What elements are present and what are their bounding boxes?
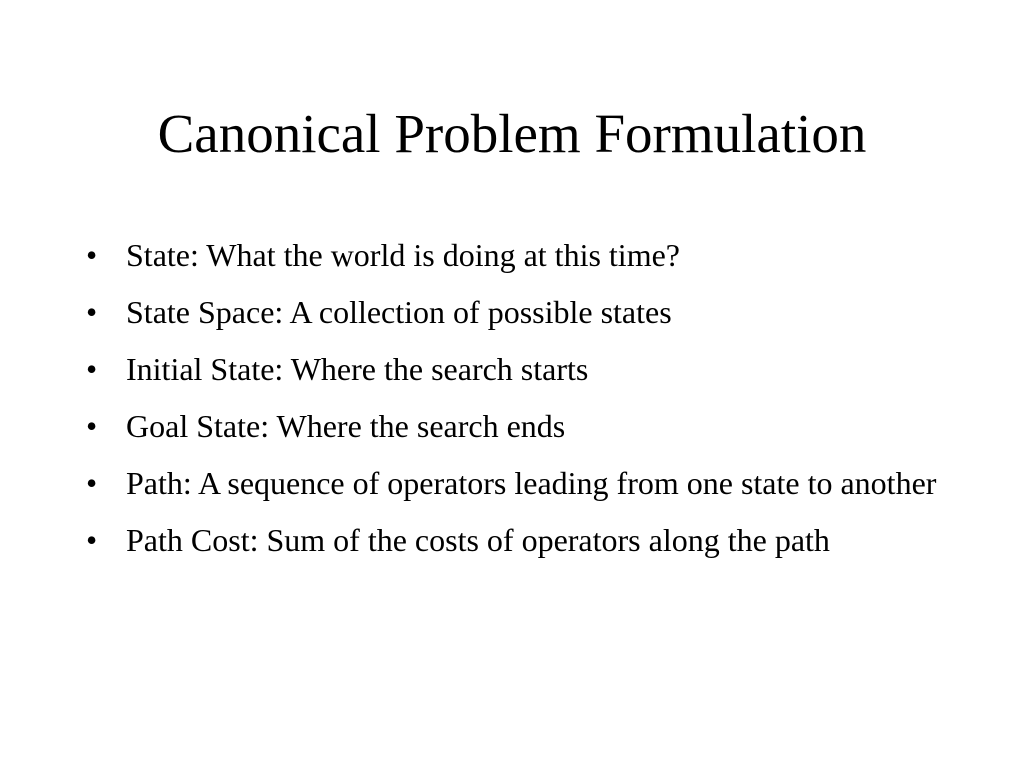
bullet-text: Path Cost: Sum of the costs of operators along the path [126, 522, 830, 558]
bullet-text: State Space: A collection of possible states [126, 294, 672, 330]
bullet-marker: • [86, 408, 98, 444]
bullet-text: Goal State: Where the search ends [126, 408, 566, 444]
bullet-marker: • [86, 465, 98, 501]
bullet-item-state [86, 232, 946, 278]
bullet-item-path-cost [86, 517, 946, 563]
bullet-marker: • [86, 522, 98, 558]
bullet-text: Path: A sequence of operators leading from one state to another [126, 465, 937, 501]
bullet-item-state-space [86, 289, 946, 335]
bullet-item-path [86, 460, 946, 506]
slide-title: Canonical Problem Formulation [157, 103, 867, 164]
bullet-item-goal-state [86, 403, 946, 449]
bullet-text: Initial State: Where the search starts [126, 351, 589, 387]
bullet-marker: • [86, 351, 98, 387]
bullet-item-initial-state [86, 346, 946, 392]
bullet-marker: • [86, 294, 98, 330]
bullet-list [86, 232, 946, 574]
bullet-marker: • [86, 237, 98, 273]
bullet-text: State: What the world is doing at this time? [126, 237, 680, 273]
